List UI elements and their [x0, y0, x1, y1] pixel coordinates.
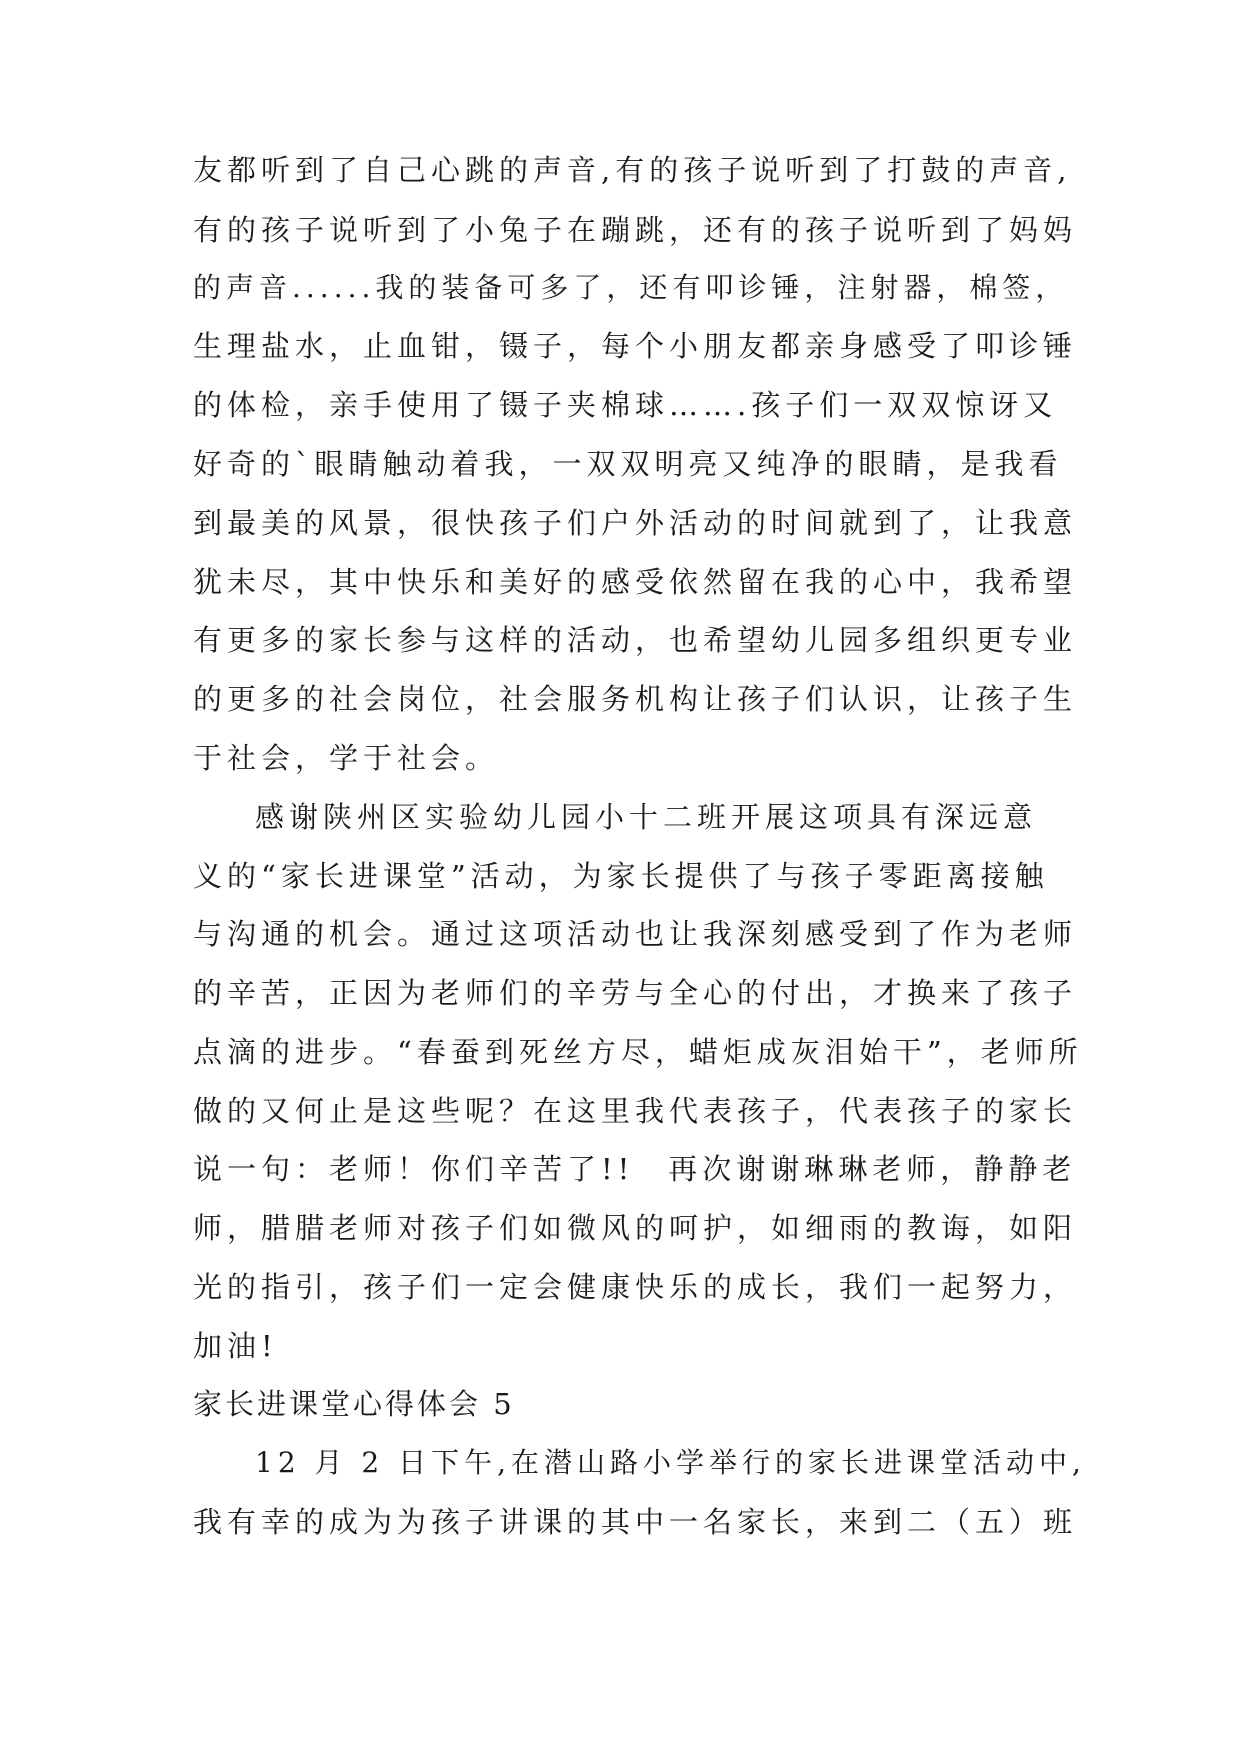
text-line: 义的“家长进课堂”活动，为家长提供了与孩子零距离接触 — [193, 859, 1049, 893]
text-line: 的辛苦，正因为老师们的辛劳与全心的付出，才换来了孩子 — [193, 976, 1078, 1010]
text-line: 有更多的家长参与这样的活动，也希望幼儿园多组织更专业 — [193, 623, 1078, 657]
text-line: 师，腊腊老师对孩子们如微风的呵护，如细雨的教诲，如阳 — [193, 1211, 1078, 1245]
section-heading: 家长进课堂心得体会 5 — [193, 1387, 515, 1421]
text-line: 感谢陕州区实验幼儿园小十二班开展这项具有深远意 — [255, 800, 1038, 834]
text-line: 生理盐水，止血钳，镊子，每个小朋友都亲身感受了叩诊锤 — [193, 329, 1078, 363]
text-line: 的声音......我的装备可多了，还有叩诊锤，注射器，棉签， — [193, 271, 1069, 304]
text-line: 犹未尽，其中快乐和美好的感受依然留在我的心中，我希望 — [193, 565, 1078, 599]
text-line: 光的指引，孩子们一定会健康快乐的成长，我们一起努力， — [193, 1270, 1078, 1304]
text-line: 友都听到了自己心跳的声音,有的孩子说听到了打鼓的声音, — [193, 153, 1072, 187]
text-line: 点滴的进步。“春蚕到死丝方尽，蜡炬成灰泪始干”，老师所 — [193, 1035, 1083, 1069]
text-line: 的更多的社会岗位，社会服务机构让孩子们认识，让孩子生 — [193, 682, 1078, 716]
text-line: 说一句：老师！你们辛苦了!! 再次谢谢琳琳老师，静静老 — [193, 1152, 1077, 1186]
text-line: 12 月 2 日下午,在潜山路小学举行的家长进课堂活动中, — [255, 1446, 1086, 1479]
text-line: 我有幸的成为为孩子讲课的其中一名家长，来到二（五）班 — [193, 1505, 1078, 1539]
text-line: 于社会，学于社会。 — [193, 741, 500, 775]
text-line: 好奇的`眼睛触动着我，一双双明亮又纯净的眼睛，是我看 — [193, 447, 1063, 481]
text-line: 与沟通的机会。通过这项活动也让我深刻感受到了作为老师 — [193, 917, 1078, 951]
text-line: 做的又何止是这些呢？在这里我代表孩子，代表孩子的家长 — [193, 1094, 1078, 1128]
text-line: 到最美的风景，很快孩子们户外活动的时间就到了，让我意 — [193, 506, 1078, 540]
text-line: 有的孩子说听到了小兔子在蹦跳，还有的孩子说听到了妈妈 — [193, 213, 1078, 247]
text-line: 加油! — [193, 1329, 278, 1363]
text-line: 的体检，亲手使用了镊子夹棉球…….孩子们一双双惊讶又 — [193, 388, 1058, 422]
